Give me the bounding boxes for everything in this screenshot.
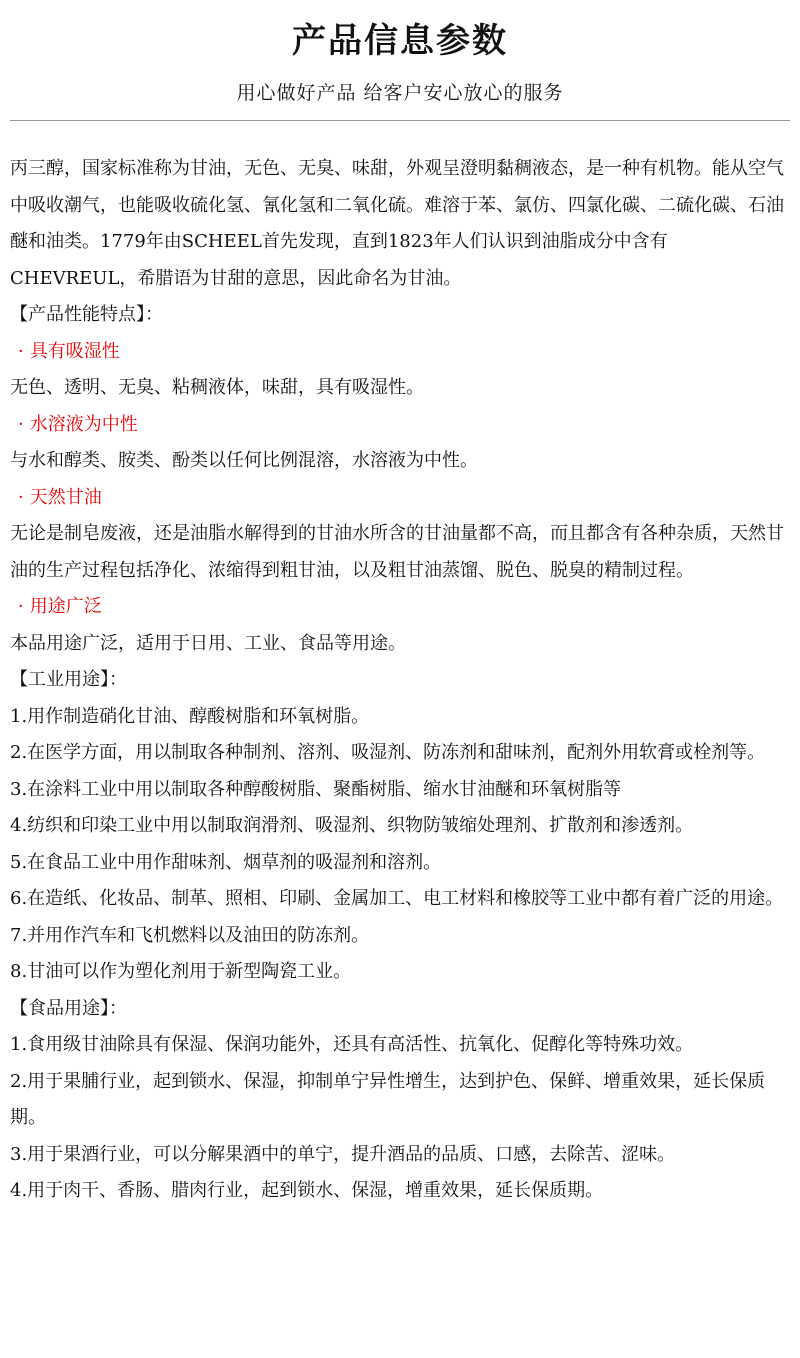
industrial-use-item: 3.在涂料工业中用以制取各种醇酸树脂、聚酯树脂、缩水甘油醚和环氧树脂等 <box>10 778 622 800</box>
feature-title-text: 水溶液为中性 <box>29 413 138 435</box>
food-use-item: 1.食用级甘油除具有保湿、保润功能外，还具有高活性、抗氧化、促醇化等特殊功效。 <box>10 1034 694 1055</box>
industrial-heading: 【工业用途】： <box>10 669 127 690</box>
bullet-icon: · <box>18 340 24 362</box>
food-use-item: 2.用于果脯行业，起到锁水、保湿，抑制单宁异性增生，达到护色、保鲜、增重效果，延长保质期。 <box>10 1070 766 1128</box>
industrial-use-item: 1.用作制造硝化甘油、醇酸树脂和环氧树脂。 <box>10 705 370 727</box>
industrial-use-item: 7.并用作汽车和飞机燃料以及油田的防冻剂。 <box>10 924 370 946</box>
features-heading: 【产品性能特点】： <box>10 304 163 325</box>
industrial-use-item: 4.纺织和印染工业中用以制取润滑剂、吸湿剂、织物防皱缩处理剂、扩散剂和渗透剂。 <box>10 815 694 836</box>
bullet-icon: · <box>18 486 24 508</box>
feature-desc-versatile: 本品用途广泛，适用于日用、工业、食品等用途。 <box>10 632 406 654</box>
industrial-use-item: 6.在造纸、化妆品、制革、照相、印刷、金属加工、电工材料和橡胶等工业中都有着广泛的用途。 <box>10 888 784 909</box>
bullet-icon: · <box>18 596 24 617</box>
food-use-item: 3.用于果酒行业，可以分解果酒中的单宁，提升酒品的品质、口感，去除苦、涩味。 <box>10 1143 676 1165</box>
feature-desc-neutral: 与水和醇类、胺类、酚类以任何比例混溶，水溶液为中性。 <box>10 450 478 471</box>
product-description <box>0 121 800 1210</box>
page-header <box>0 0 800 106</box>
feature-title-versatile <box>10 589 792 626</box>
bullet-icon: · <box>18 413 24 435</box>
feature-title-text: 具有吸湿性 <box>29 340 120 362</box>
feature-title-text: 天然甘油 <box>29 486 102 508</box>
food-heading: 【食品用途】： <box>10 997 127 1019</box>
page-title: 产品信息参数 <box>292 21 508 61</box>
page-subtitle: 用心做好产品 给客户安心放心的服务 <box>236 82 564 104</box>
feature-title-natural <box>10 480 792 517</box>
feature-title-text: 用途广泛 <box>29 596 102 617</box>
feature-title-hygroscopic <box>10 334 792 371</box>
feature-desc-hygroscopic: 无色、透明、无臭、粘稠液体，味甜，具有吸湿性。 <box>10 377 424 398</box>
feature-desc-natural: 无论是制皂废液，还是油脂水解得到的甘油水所含的甘油量都不高，而且都含有各种杂质，天然甘油的生产过程包括净化、浓缩得到粗甘油，以及粗甘油蒸馏、脱色、脱臭的精制过程。 <box>10 523 784 581</box>
industrial-use-item: 2.在医学方面，用以制取各种制剂、溶剂、吸湿剂、防冻剂和甜味剂，配剂外用软膏或栓剂等。 <box>10 742 766 763</box>
industrial-use-item: 5.在食品工业中用作甜味剂、烟草剂的吸湿剂和溶剂。 <box>10 851 442 873</box>
intro-paragraph: 丙三醇，国家标准称为甘油，无色、无臭、味甜，外观呈澄明黏稠液态，是一种有机物。能从空气中吸收潮气，也能吸收硫化氢、氰化氢和二氧化硫。难溶于苯、氯仿、四氯化碳、二硫化碳、石油醚和油类。1779年由SCHEEL首先发现，直到1823年人们认识到油脂成分中含有CHEVREUL，希腊语为甘甜的意思，因此命名为甘油。 <box>10 158 784 289</box>
industrial-use-item: 8.甘油可以作为塑化剂用于新型陶瓷工业。 <box>10 961 352 982</box>
feature-title-neutral <box>10 407 792 444</box>
food-use-item: 4.用于肉干、香肠、腊肉行业，起到锁水、保湿，增重效果，延长保质期。 <box>10 1180 604 1201</box>
